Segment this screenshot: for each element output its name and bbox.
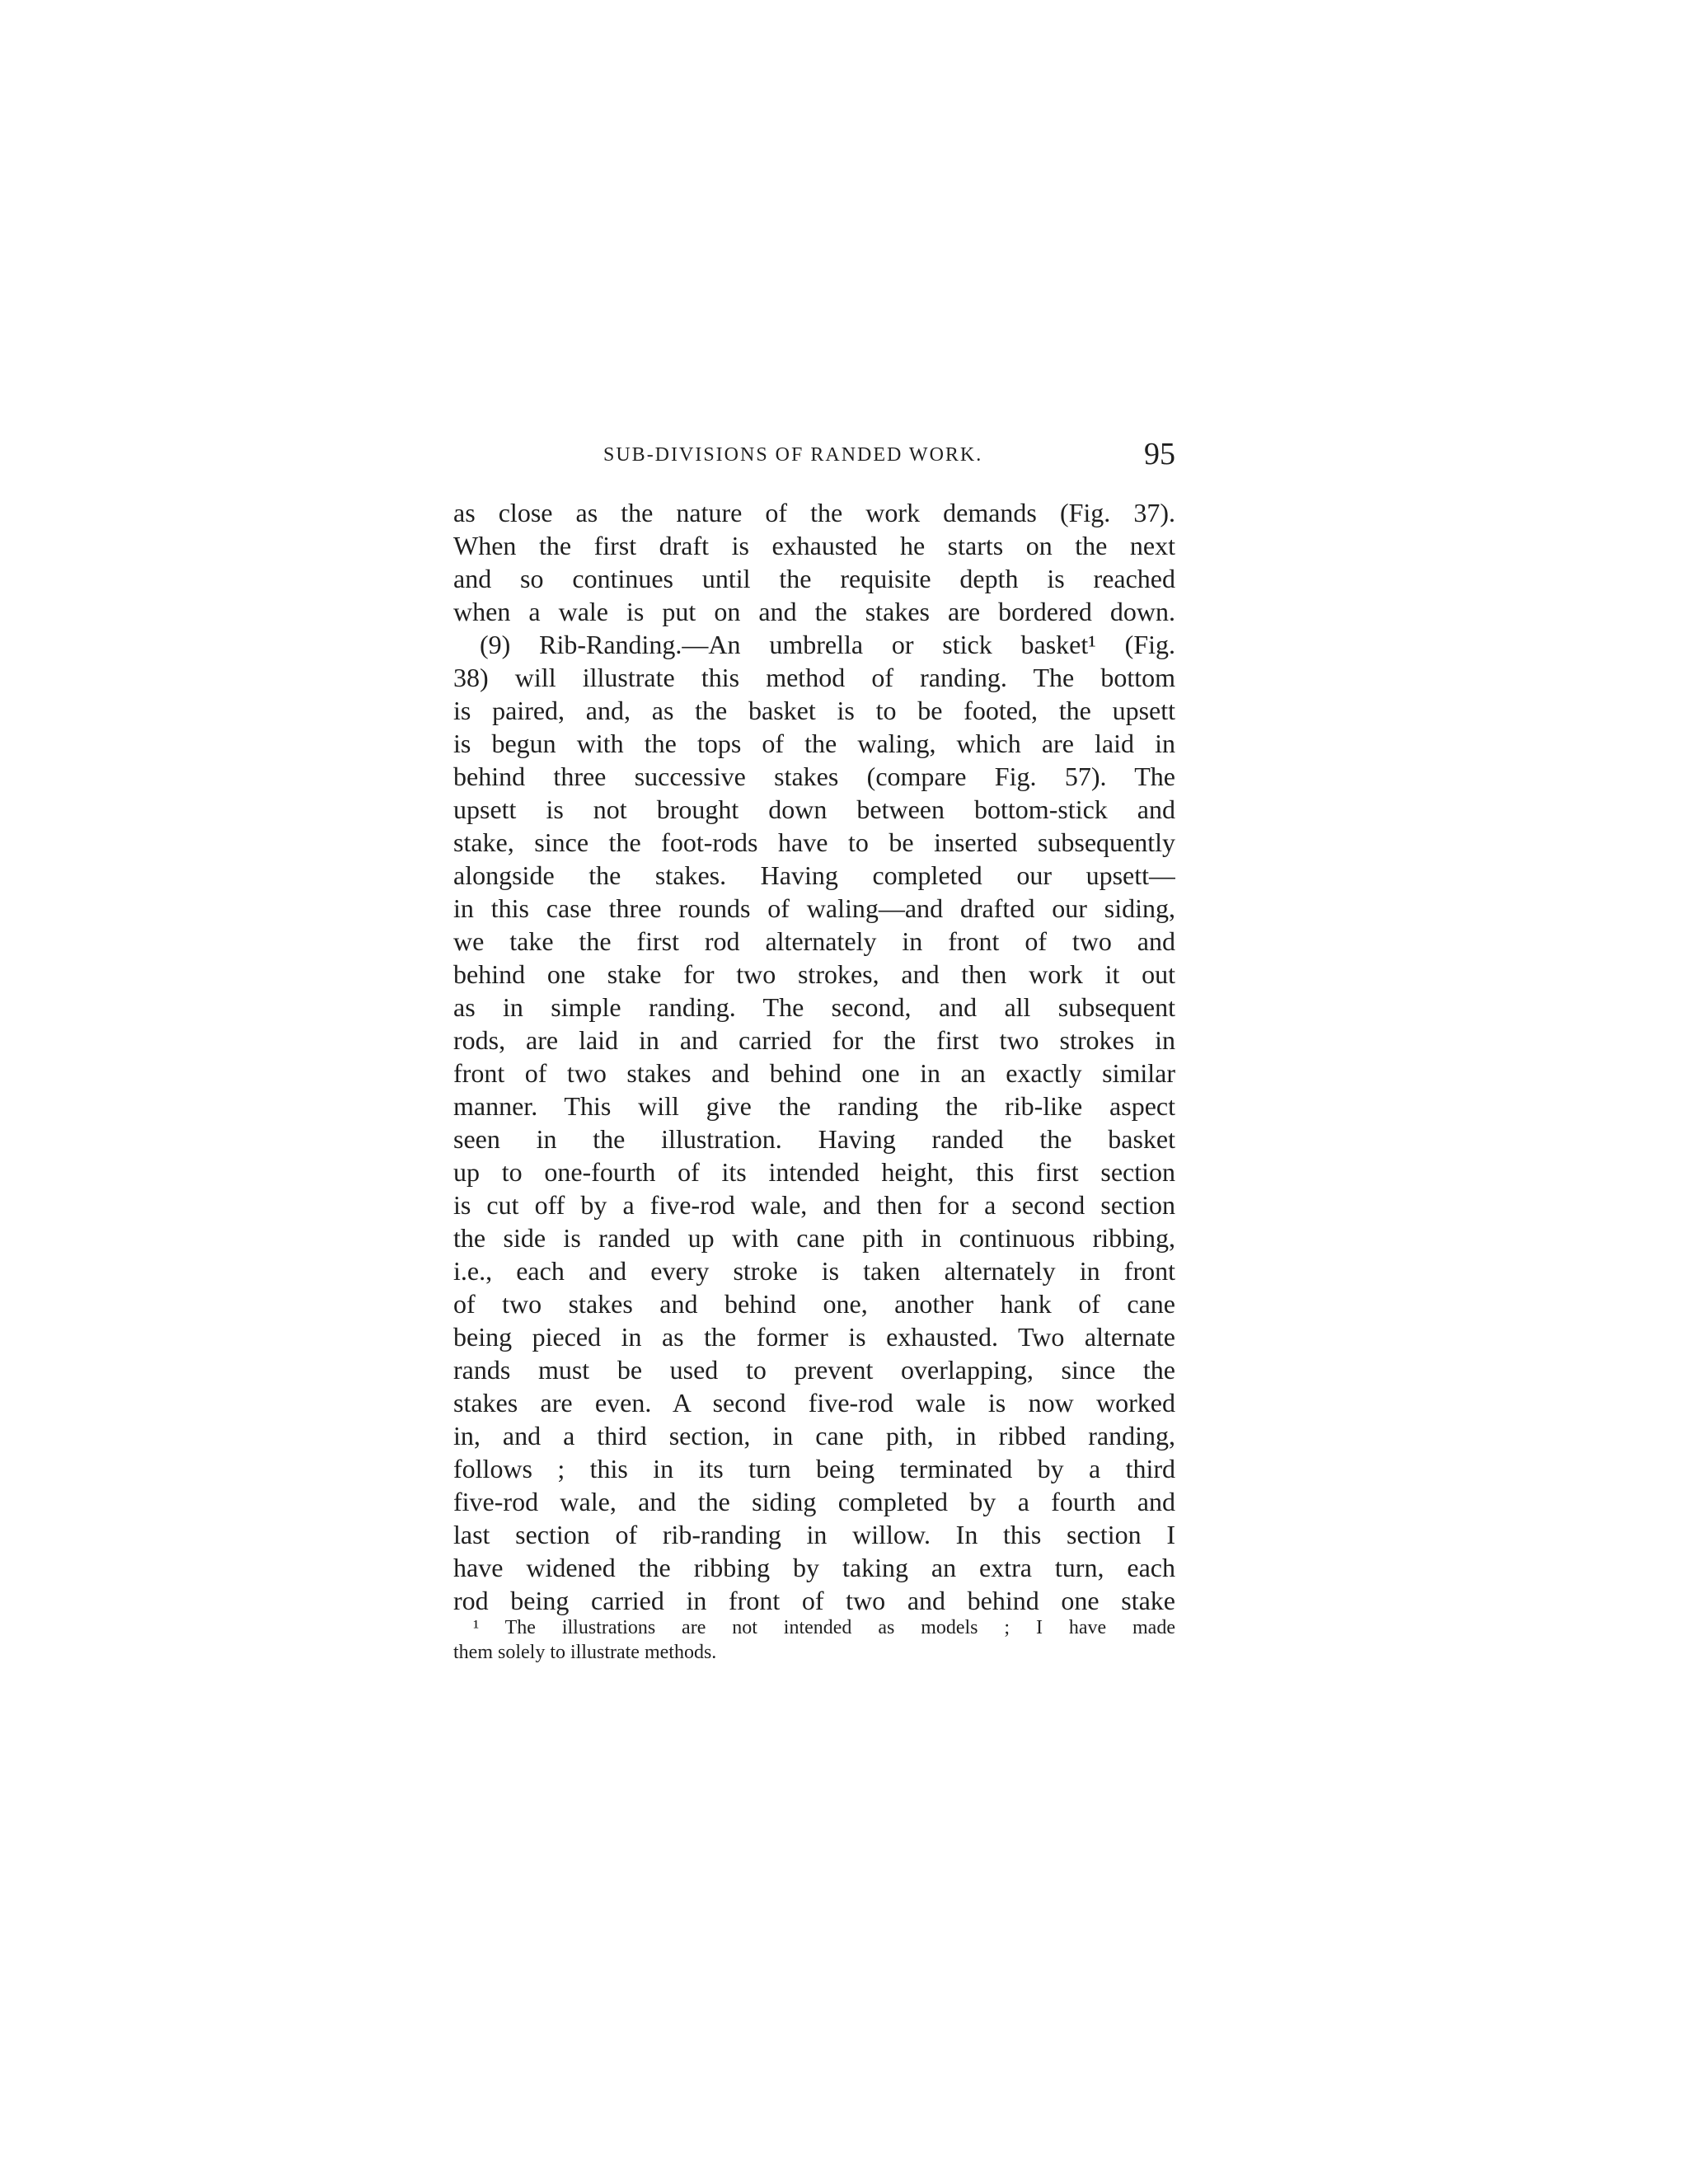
text-line: behind three successive stakes (compare Fig. 57). The <box>453 762 1175 791</box>
text-line: rod being carried in front of two and behind one stake <box>453 1586 1175 1615</box>
text-line: is begun with the tops of the waling, which are laid in <box>453 729 1175 758</box>
text-line: i.e., each and every stroke is taken alternately in front <box>453 1256 1175 1286</box>
text-line: the side is randed up with cane pith in continuous ribbing, <box>453 1223 1175 1253</box>
text-line: alongside the stakes. Having completed our upsett— <box>453 860 1175 890</box>
text-line: have widened the ribbing by taking an extra turn, each <box>453 1553 1175 1582</box>
running-head: SUB-DIVISIONS OF RANDED WORK. <box>603 444 983 466</box>
text-line: is paired, and, as the basket is to be footed, the upsett <box>453 696 1175 725</box>
text-line: of two stakes and behind one, another hank of cane <box>453 1289 1175 1319</box>
text-line: and so continues until the requisite depth is reached <box>453 564 1175 593</box>
text-line: stake, since the foot-rods have to be inserted subsequently <box>453 827 1175 857</box>
text-line: behind one stake for two strokes, and then work it out <box>453 959 1175 989</box>
page-header <box>453 437 1175 482</box>
text-line: rands must be used to prevent overlapping, since the <box>453 1355 1175 1385</box>
text-line: manner. This will give the randing the rib-like aspect <box>453 1091 1175 1121</box>
text-line: when a wale is put on and the stakes are bordered down. <box>453 597 1175 626</box>
text-line: 38) will illustrate this method of randing. The bottom <box>453 663 1175 692</box>
page-number: 95 <box>1144 437 1175 471</box>
body-text <box>453 496 1175 1617</box>
text-line: upsett is not brought down between bottom-stick and <box>453 794 1175 824</box>
text-line: rods, are laid in and carried for the first two strokes in <box>453 1025 1175 1055</box>
text-line: in this case three rounds of waling—and drafted our siding, <box>453 893 1175 923</box>
text-line: as close as the nature of the work demands (Fig. 37). <box>453 498 1175 527</box>
text-line: (9) Rib-Randing.—An umbrella or stick basket¹ (Fig. <box>480 630 1175 659</box>
text-line: up to one-fourth of its intended height, this first section <box>453 1157 1175 1187</box>
text-line: being pieced in as the former is exhausted. Two alternate <box>453 1322 1175 1352</box>
footnote-line: ¹ The illustrations are not intended as models ; I have made <box>473 1617 1175 1638</box>
text-line: last section of rib-randing in willow. In this section I <box>453 1520 1175 1549</box>
footnote-line: them solely to illustrate methods. <box>453 1642 717 1663</box>
text-line: as in simple randing. The second, and all subsequent <box>453 992 1175 1022</box>
text-line: in, and a third section, in cane pith, in ribbed randing, <box>453 1421 1175 1451</box>
text-line: we take the first rod alternately in front of two and <box>453 926 1175 956</box>
text-line: five-rod wale, and the siding completed by a fourth and <box>453 1487 1175 1516</box>
text-line: follows ; this in its turn being terminated by a third <box>453 1454 1175 1483</box>
text-line: front of two stakes and behind one in an exactly similar <box>453 1058 1175 1088</box>
text-line: seen in the illustration. Having randed the basket <box>453 1124 1175 1154</box>
text-line: is cut off by a five-rod wale, and then for a second section <box>453 1190 1175 1220</box>
text-line: When the first draft is exhausted he starts on the next <box>453 531 1175 560</box>
footnote <box>453 1615 1175 1665</box>
text-line: stakes are even. A second five-rod wale is now worked <box>453 1388 1175 1418</box>
